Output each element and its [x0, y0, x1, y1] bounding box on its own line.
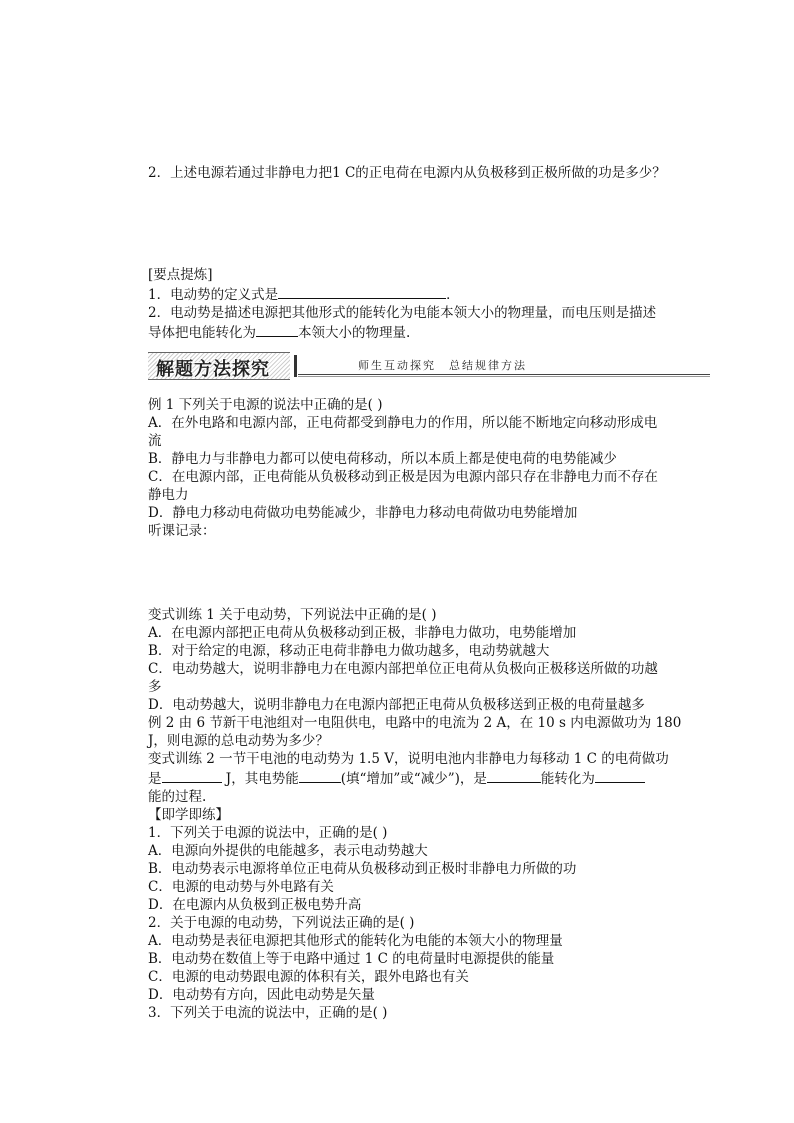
variant-1-option-b: B．对于给定的电源，移动正电荷非静电力做功越多，电动势就越大 [148, 643, 550, 659]
fill-blank-work[interactable] [162, 768, 222, 783]
key-points-header: [要点提炼] [148, 267, 213, 283]
practice-q1-stem: 1．下列关于电源的说法中，正确的是( ) [148, 825, 388, 841]
banner-rule [298, 374, 710, 375]
practice-q2-option-b: B．电动势在数值上等于电路中通过 1 C 的电荷量时电源提供的能量 [148, 951, 555, 967]
variant-2-text-c: (填“增加”或“减少”)，是 [340, 771, 487, 787]
banner-title-box [148, 352, 290, 380]
key-point-1-end: ． [446, 287, 460, 303]
example-1-option-c-line-2: 静电力 [148, 487, 189, 503]
variant-1-stem: 变式训练 1 关于电动势，下列说法中正确的是( ) [148, 607, 437, 623]
example-2-line-2: J，则电源的总电动势为多少？ [148, 733, 329, 749]
practice-q2-stem: 2．关于电源的电动势，下列说法正确的是( ) [148, 915, 415, 931]
section-banner [148, 352, 710, 378]
example-1-option-d: D．静电力移动电荷做功电势能减少，非静电力移动电荷做功电势能增加 [148, 505, 578, 521]
variant-2-text-d: 能转化为 [540, 771, 595, 787]
example-1 [148, 396, 708, 540]
variant-2-line-2 [148, 768, 708, 788]
practice-q1-option-d: D．在电源内从负极到正极电势升高 [148, 897, 362, 913]
example-1-option-a-line-2: 流 [148, 433, 162, 449]
key-point-2-line-1: 2．电动势是描述电源把其他形式的能转化为电能本领大小的物理量，而电压则是描述 [148, 305, 657, 321]
banner-title: 解题方法探究 [156, 359, 270, 380]
practice-q1-option-a: A．电源向外提供的电能越多，表示电动势越大 [148, 843, 428, 859]
example-1-option-b: B．静电力与非静电力都可以使电荷移动，所以本质上都是使电荷的电势能减少 [148, 451, 617, 467]
variant-2-line-3: 能的过程. [148, 789, 207, 805]
fill-blank-energy-target[interactable] [595, 768, 645, 783]
key-points-section [148, 266, 708, 342]
fill-blank-energy-source[interactable] [487, 768, 541, 783]
fill-blank-voltage[interactable] [256, 322, 298, 337]
fill-blank-definition[interactable] [278, 284, 446, 299]
example-1-option-a-line-1: A．在外电路和电源内部，正电荷都受到静电力的作用，所以能不断地定向移动形成电 [148, 415, 658, 431]
key-point-2-text-a: 导体把电能转化为 [148, 325, 256, 341]
key-point-1-text: 1．电动势的定义式是 [148, 287, 279, 303]
key-point-1 [148, 284, 708, 304]
variant-1-option-a: A．在电源内部把正电荷从负极移动到正极，非静电力做功，电势能增加 [148, 625, 577, 641]
key-point-2-line-2 [148, 322, 708, 342]
example-1-notes-label: 听课记录： [148, 523, 216, 539]
practice-q2-option-c: C．电源的电动势跟电源的体积有关，跟外电路也有关 [148, 969, 469, 985]
example-1-stem: 例 1 下列关于电源的说法中正确的是( ) [148, 397, 383, 413]
variant-1-option-c-line-1: C．电动势越大，说明非静电力在电源内部把单位正电荷从负极向正极移送所做的功越 [148, 661, 658, 677]
banner-subtitle: 师生互动探究 总结规律方法 [358, 359, 527, 372]
key-point-2-text-b: 本领大小的物理量. [298, 325, 411, 341]
fill-blank-change[interactable] [299, 768, 341, 783]
practice-q1-option-c: C．电源的电动势与外电路有关 [148, 879, 334, 895]
banner-rule-secondary [298, 376, 710, 377]
variant-2-text-b: J，其电势能 [225, 771, 299, 787]
practice-q2-option-a: A．电动势是表征电源把其他形式的能转化为电能的本领大小的物理量 [148, 933, 563, 949]
practice-q2-option-d: D．电动势有方向，因此电动势是矢量 [148, 987, 375, 1003]
variant-2-text-a: 是 [148, 771, 162, 787]
practice-q3-stem: 3．下列关于电流的说法中，正确的是( ) [148, 1005, 388, 1021]
variant-1-option-d: D．电动势越大，说明非静电力在电源内部把正电荷从负极移送到正极的电荷量越多 [148, 697, 645, 713]
exercises-block [148, 606, 708, 1022]
question-2: 2．上述电源若通过非静电力把1 C的正电荷在电源内从负极移到正极所做的功是多少？ [148, 165, 666, 181]
example-1-option-c-line-1: C．在电源内部，正电荷能从负极移动到正极是因为电源内部只存在非静电力而不存在 [148, 469, 658, 485]
example-2-line-1: 例 2 由 6 节新干电池组对一电阻供电，电路中的电流为 2 A，在 10 s 内电源做功为 180 [148, 715, 682, 731]
practice-header: 【即学即练】 [148, 807, 229, 823]
variant-2-line-1: 变式训练 2 一节干电池的电动势为 1.5 V，说明电池内非静电力每移动 1 C 的电荷做功 [148, 751, 669, 767]
variant-1-option-c-line-2: 多 [148, 679, 162, 695]
banner-divider [294, 355, 297, 377]
practice-q1-option-b: B．电动势表示电源将单位正电荷从负极移动到正极时非静电力所做的功 [148, 861, 577, 877]
